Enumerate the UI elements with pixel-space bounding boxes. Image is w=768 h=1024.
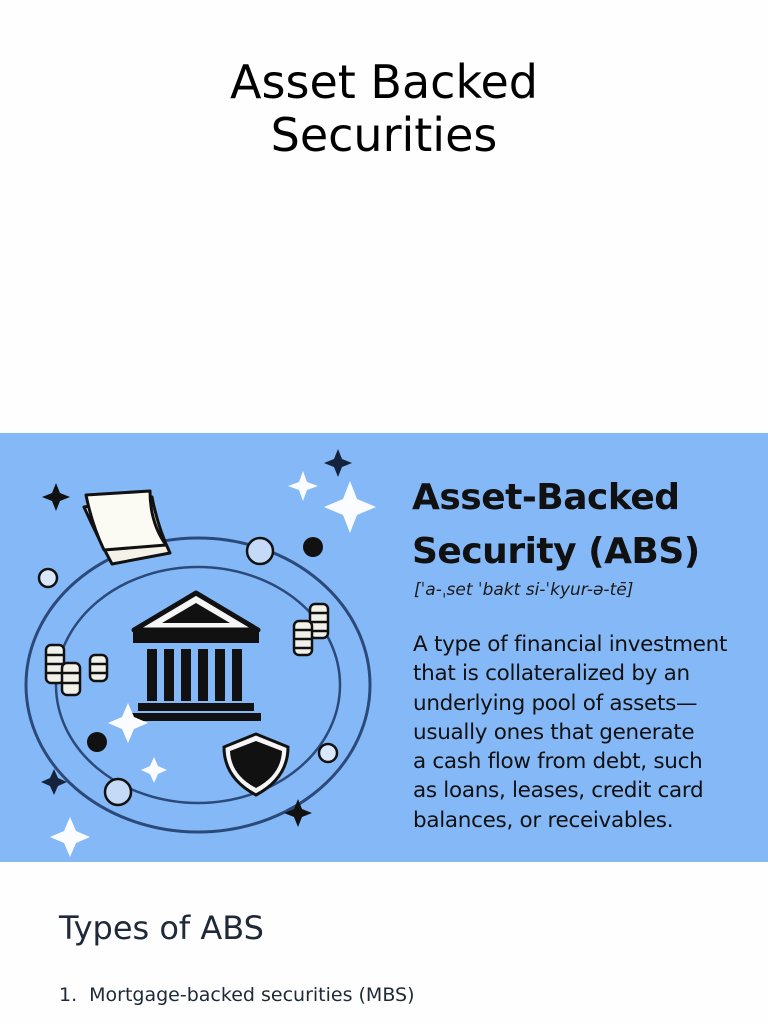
definition-line: a cash flow from debt, such [413,749,703,775]
definition-line: underlying pool of assets— [413,690,698,716]
definition-line: balances, or receivables. [413,807,674,833]
abs-definition-banner [0,433,768,862]
orbit-dot [87,732,107,752]
orbit-dot [319,744,337,762]
abs-definition [413,630,765,835]
abs-types-list [59,982,415,1008]
list-item [59,982,415,1008]
bank-building-icon [131,593,261,721]
slide-title-line-2: Securities [270,108,498,162]
document-icon [84,491,170,564]
pronunciation: [ˈa-ˌset ˈbakt si-ˈkyur-ə-tē] [414,580,634,600]
orbit-dot [105,779,131,805]
definition-line: that is collateralized by an [413,661,690,687]
shield-icon [224,734,288,795]
abs-term-line-1: Asset-Backed [412,477,680,518]
definition-line: usually ones that generate [413,719,695,745]
types-of-abs-heading: Types of ABS [59,909,264,947]
slide-title [0,56,768,162]
abs-term-line-2: Security (ABS) [412,531,700,572]
orbit-dot [303,537,323,557]
definition-line: A type of financial investment [413,632,728,657]
list-item-label: Mortgage-backed securities (MBS) [89,984,415,1006]
orbit-dot [247,538,273,564]
slide-title-line-1: Asset Backed [230,55,538,109]
list-item-number: 1. [59,984,78,1006]
coin-stack-icon [294,604,328,655]
abs-illustration [0,433,400,862]
abs-term-heading [412,471,762,579]
orbit-dot [39,569,57,587]
definition-line: as loans, leases, credit card [413,778,704,804]
